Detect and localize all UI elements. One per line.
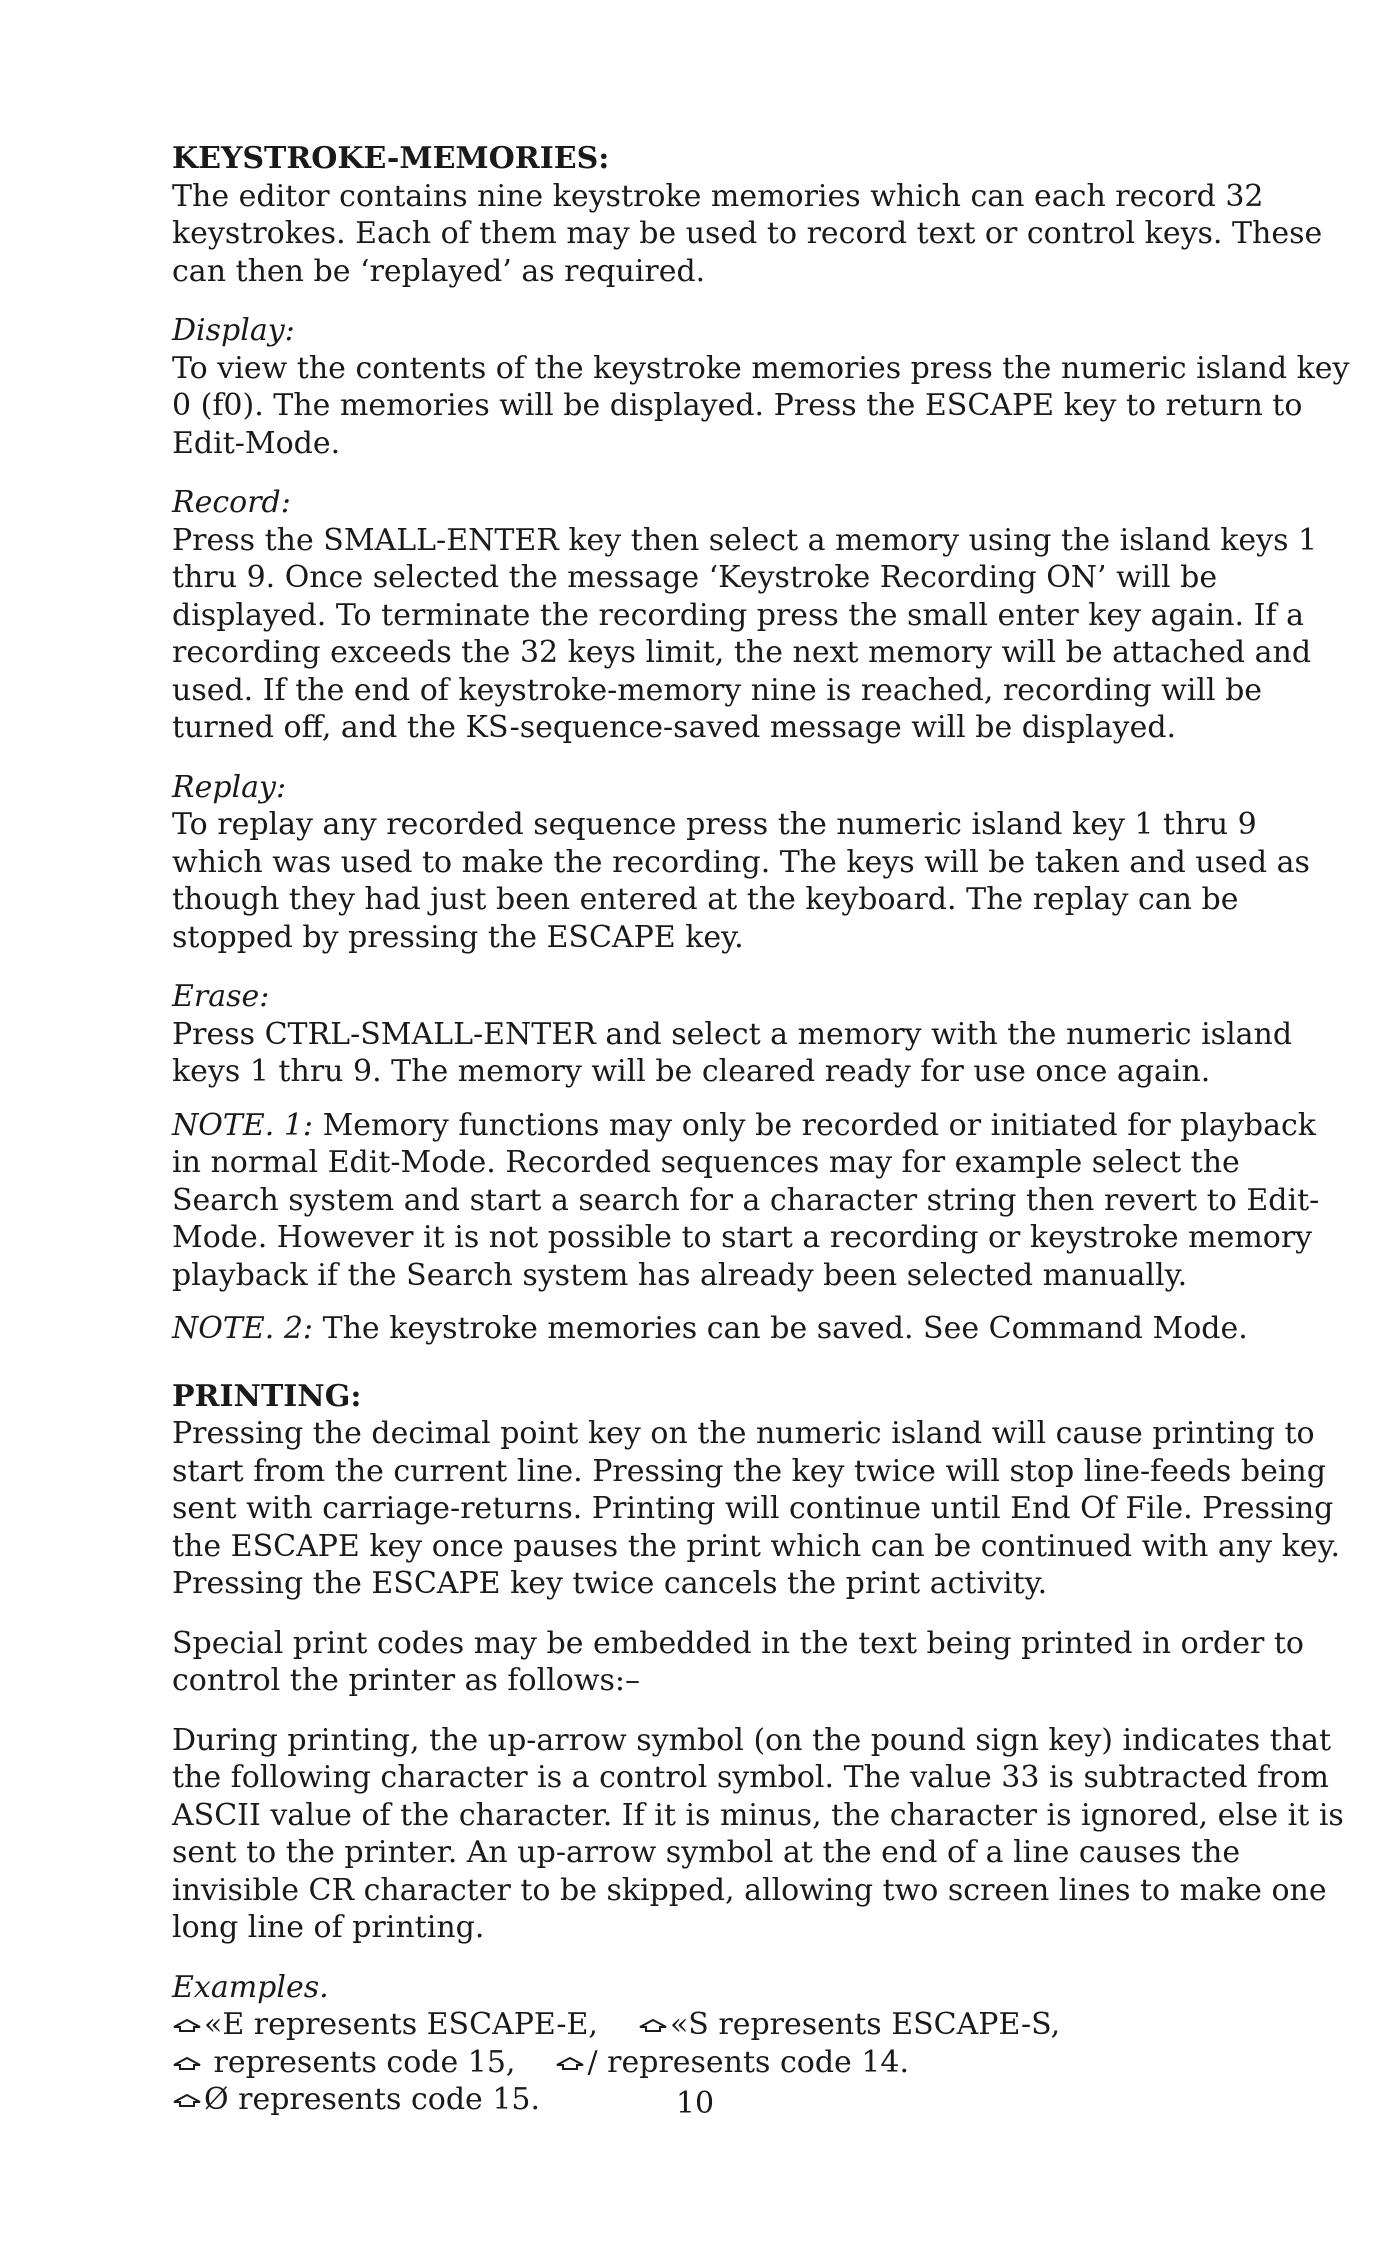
replay-subheading: Replay: xyxy=(172,769,287,805)
erase-subheading: Erase: xyxy=(172,979,270,1014)
record-paragraph: Press the SMALL-ENTER key then select a memory using the island keys 1 thru 9. Once selected the message ‘Keystroke Recording ON’ will be displayed. To terminate the recording press the small enter key again. If a recording exceeds the 32 keys limit, the next memory will be attached and used. If the end of keystroke-memory nine is reached, recording will be turned off, and the KS-sequence-saved message will be displayed. xyxy=(172,522,1318,745)
printing-paragraph-2: Special print codes may be embedded in the text being printed in order to control the printer as follows:– xyxy=(172,1625,1304,1698)
note-2-text: The keystroke memories can be saved. See Command Mode. xyxy=(313,1311,1248,1346)
up-arrow-symbol-icon xyxy=(172,2019,202,2033)
replay-paragraph: To replay any recorded sequence press the numeric island key 1 thru 9 which was used to make the recording. The keys will be taken and used as though they had just been entered at the keyboard. The replay can be stopped by pressing the ESCAPE key. xyxy=(172,807,1310,955)
document-page xyxy=(172,140,1352,2119)
example-code-15-slashed: Ø represents code 15. xyxy=(204,2082,541,2117)
examples-line-2 xyxy=(172,2044,1352,2082)
erase-paragraph: Press CTRL-SMALL-ENTER and select a memory with the numeric island keys 1 thru 9. The memory will be cleared ready for use once again. xyxy=(172,1016,1293,1089)
example-escape-e: «E represents ESCAPE-E, xyxy=(204,2007,598,2042)
note-2-label: NOTE. 2: xyxy=(172,1311,314,1346)
note-2-paragraph xyxy=(172,1310,1352,1348)
printing-paragraph-3: During printing, the up-arrow symbol (on the pound sign key) indicates that the following character is a control symbol. The value 33 is subtracted from ASCII value of the character. If it is minus, the character is ignored, else it is sent to the printer. An up-arrow symbol at the end of a line causes the invisible CR character to be skipped, allowing two screen lines to make one long line of printing. xyxy=(172,1722,1344,1945)
example-escape-s: «S represents ESCAPE-S, xyxy=(669,2007,1061,2042)
display-paragraph: To view the contents of the keystroke memories press the numeric island key 0 (f0). The memories will be displayed. Press the ESCAPE key to return to Edit-Mode. xyxy=(172,350,1350,461)
example-code-14: / represents code 14. xyxy=(587,2044,910,2080)
up-arrow-symbol-icon xyxy=(555,2057,585,2071)
note-1-text: Memory functions may only be recorded or initiated for playback in normal Edit-Mode. Recorded sequences may for example select the Search system and start a search for a character string then revert to Edit-Mode. However it is not possible to start a recording or keystroke memory playback if the Search system has already been selected manually. xyxy=(172,1107,1320,1293)
examples-subheading: Examples. xyxy=(172,1969,329,2005)
display-subheading: Display: xyxy=(172,313,295,348)
up-arrow-symbol-icon xyxy=(638,2019,668,2033)
printing-heading: PRINTING: xyxy=(172,1378,362,1414)
examples-line-1 xyxy=(172,2006,1352,2044)
note-1-label: NOTE. 1: xyxy=(172,1107,314,1143)
keystroke-memories-heading: KEYSTROKE-MEMORIES: xyxy=(172,141,610,176)
note-1-paragraph xyxy=(172,1107,1352,1295)
record-subheading: Record: xyxy=(172,485,291,520)
up-arrow-symbol-icon xyxy=(172,2057,202,2071)
page-number: 10 xyxy=(675,2086,715,2121)
example-code-15: represents code 15, xyxy=(204,2044,516,2080)
printing-paragraph-1: Pressing the decimal point key on the numeric island will cause printing to start from the current line. Pressing the key twice will stop line-feeds being sent with carriage-returns. Printing will continue until End Of File. Pressing the ESCAPE key once pauses the print which can be continued with any key. Pressing the ESCAPE key twice cancels the print activity. xyxy=(172,1416,1341,1601)
keystroke-intro-paragraph: The editor contains nine keystroke memories which can each record 32 keystrokes. Each of them may be used to record text or control keys. These can then be ‘replayed’ as required. xyxy=(172,178,1323,289)
